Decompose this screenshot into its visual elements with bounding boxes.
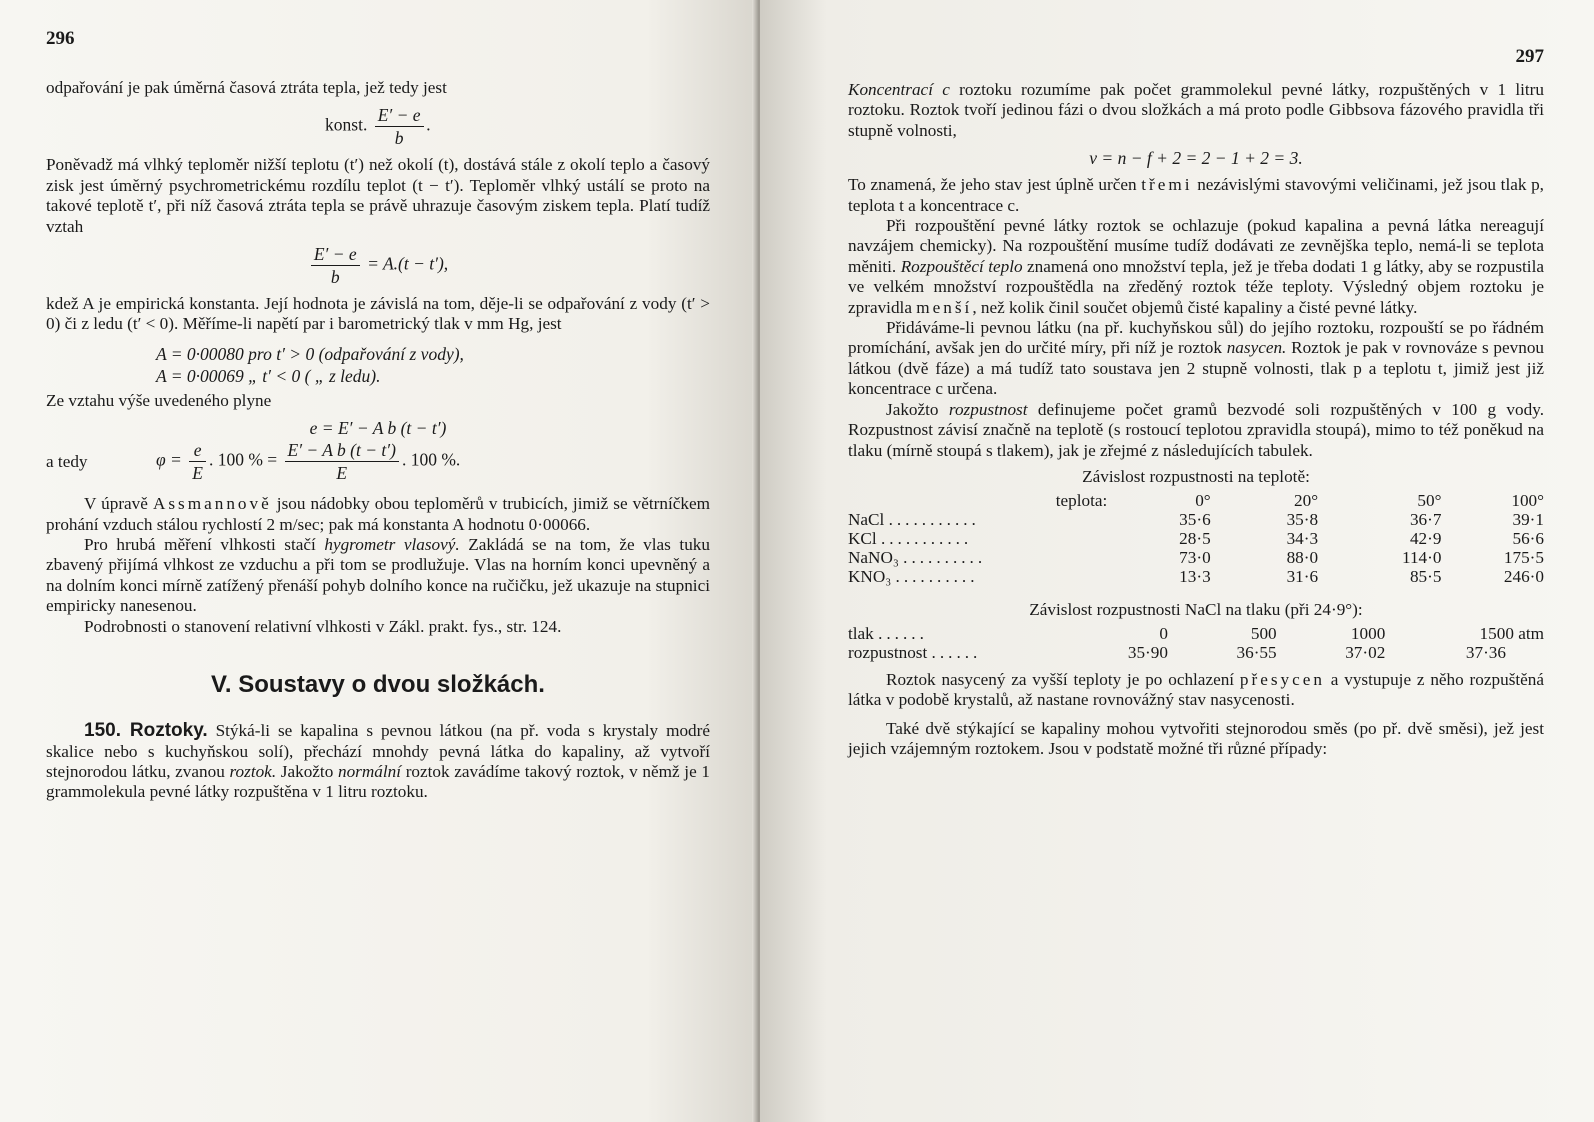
paragraph: V úpravě Assmannově jsou nádobky obou teploměrů v trubicích, jimiž se větrníčkem prohání vzduch stálou rychlostí 2 m/sec; pak má konstanta A hodnotu 0·00066.: [46, 494, 710, 534]
table-title-temperature: Závislost rozpustnosti na teplotě:: [1082, 466, 1310, 486]
table-row: KCl ........... 28·5 34·3 42·9 56·6: [848, 528, 1544, 548]
paragraph: Také dvě stýkající se kapaliny mohou vytvořiti stejnorodou směs (po př. dvě směsi), jež jest jejich vzájemným roztokem. Jsou v podstatě možné tři různé případy:: [848, 718, 1544, 759]
table-row: rozpustnost ...... 35·90 36·55 37·02 37·36: [848, 642, 1506, 662]
paragraph: Při rozpouštění pevné látky roztok se ochlazuje (pokud kapalina a pevná látka nereagují navzájem chemicky). Na rozpouštění musíme tudíž dodávati ze zevnějška teplo, nemá-li se teplota měniti. Rozpouštěcí teplo znamená ono množství tepla, jež je třeba dodati 1 g látky, aby se rozpustila ve velkém množství rozpouštědla na zředěný roztok téže teploty. Výsledný objem roztoku je zpravidla menší, než kolik činil součet objemů čisté kapaliny a čisté pevné látky.: [848, 216, 1544, 317]
equation-phi: φ = $\frac{e}{E}$ . 100 % = $\frac{\text{E′ − A b (t − t′)}}{E}$ . 100 %.: [156, 440, 461, 484]
equation-phi-row: a tedy φ = $\frac{e}{E}$ . 100 % = $\frac{\text{E′ − A b (t − t′)}}{E}$ . 100 %.: [46, 440, 461, 484]
paragraph: Přidáváme-li pevnou látku (na př. kuchyňskou sůl) do jejího roztoku, rozpouští se po řádném promíchání, avšak jen do určité míry, při níž je roztok nasycen. Roztok je pak v rovnováze s pevnou látkou (dvě fáze) a má tudíž tato soustava jen 2 stupně volnosti, tlak p a teplotu t, jimiž jest již koncentrace c určena.: [848, 318, 1545, 399]
page-number-right: 297: [1515, 46, 1544, 67]
table-title-pressure: Závislost rozpustnosti NaCl na tlaku (při 24·9°):: [1029, 599, 1363, 619]
solubility-temperature-table: [848, 491, 1544, 586]
section-title: V. Soustavy o dvou složkách.: [211, 671, 545, 699]
paragraph: odpařování je pak úměrná časová ztráta tepla, jež tedy jest: [46, 78, 447, 97]
paragraph: Ze vztahu výše uvedeného plyne: [46, 390, 272, 410]
equation-konst: konst. $\frac{E' - e}{b}$ .: [325, 105, 431, 149]
table-header-row: teplota: 0° 20° 50° 100°: [1055, 490, 1544, 510]
paragraph: Pro hrubá měření vlhkosti stačí hygrometr vlasový. Zakládá se na tom, že vlas tuku zbavený přijímá vlhkost ze vzduchu a při tom se prodlužuje. Vlas na horním konci upevněný a na dolním konci mírně zatížený přenáší pohyb dolního konce na ručičku, jež ukazuje na stupnici empiricky nanesenou.: [46, 535, 710, 616]
equation-phase-rule: v = n − f + 2 = 2 − 1 + 2 = 3.: [1089, 148, 1303, 169]
equation-relation: $\frac{E' - e}{b}$ = A.(t − t′),: [46, 243, 710, 288]
table-row: NaCl ........... 35·6 35·8 36·7 39·1: [848, 509, 1544, 529]
solubility-pressure-table: [848, 624, 1544, 662]
equation-vapour: e = E′ − A b (t − t′): [309, 418, 447, 439]
table-row: NaNO₃ .......... 73·0 88·0 114·0 175·5: [848, 547, 1544, 567]
paragraph: 150. Roztoky. Stýká-li se kapalina s pevnou látkou (na př. voda s krystaly modré skalice nebo s kuchyňskou solí), přechází mnohdy pevná látka do kapaliny, až vytvoří stejnorodou látku, zvanou roztok. Jakožto normální roztok zavádíme takový roztok, v němž je 1 grammolekula pevné látky rozpuštěna v 1 litru roztoku.: [46, 720, 710, 802]
subsection-heading: 150. Roztoky.: [84, 720, 208, 742]
equation-constants: A = 0·00080 pro t′ > 0 (odpařování z vody), A = 0·00069 „ t′ < 0 ( „ z ledu).: [156, 343, 464, 386]
table-row: KNO₃ .......... 13·3 31·6 85·5 246·0: [848, 566, 1544, 586]
paragraph: Podrobnosti o stanovení relativní vlhkosti v Zákl. prakt. fys., str. 124.: [84, 616, 562, 636]
page-number-left: 296: [46, 28, 75, 49]
right-page: [760, 0, 1594, 1122]
fraction: $\frac{E' - e}{b}$: [311, 243, 360, 288]
paragraph: Poněvadž má vlhký teploměr nižší teplotu (t′) než okolí (t), dostává stále z okolí teplo a časový zisk jest úměrný psychrometrickému rozdílu teplot (t − t′). Teploměr vlhký ustálí se proto na takové teplotě t′, při níž časová ztráta tepla se právě uhrazuje časovým ziskem tepla. Platí tudíž vztah: [46, 155, 710, 236]
table-row: tlak ...... 0 500 1000 1500 atm: [848, 623, 1544, 643]
paragraph: kdež A je empirická konstanta. Její hodnota je závislá na tom, děje-li se odpařování z vody (t′ > 0) či z ledu (t′ < 0). Měříme-li napětí par i barometrický tlak v mm Hg, jest: [46, 294, 710, 334]
fraction: $\frac{E' - e}{b}$: [375, 104, 424, 149]
paragraph: To znamená, že jeho stav jest úplně určen třemi nezávislými stavovými veličinami, jež jsou tlak p, teplota t a koncentrace c.: [848, 175, 1544, 215]
paragraph: Koncentrací c roztoku rozumíme pak počet grammolekul pevné látky, rozpuštěných v 1 litru roztoku. Roztok tvoří jedinou fázi o dvou složkách a má proto podle Gibbsova fázového pravidla tři stupně volnosti,: [848, 80, 1545, 140]
left-page: [0, 0, 760, 1122]
paragraph: Roztok nasycený za vyšší teploty je po ochlazení přesycen a vystupuje z něho rozpuštěná látka v podobě krystalů, až nastane rovnovážný stav nasycenosti.: [848, 669, 1545, 710]
paragraph: Jakožto rozpustnost definujeme počet gramů bezvodé soli rozpuštěných v 100 g vody. Rozpustnost závisí značně na teplotě (s rostoucí teplotou zpravidla stoupá), mimo to též poněkud na tlaku (mírně stoupá s tlakem), jak je zřejmé z následujících tabulek.: [848, 399, 1544, 460]
